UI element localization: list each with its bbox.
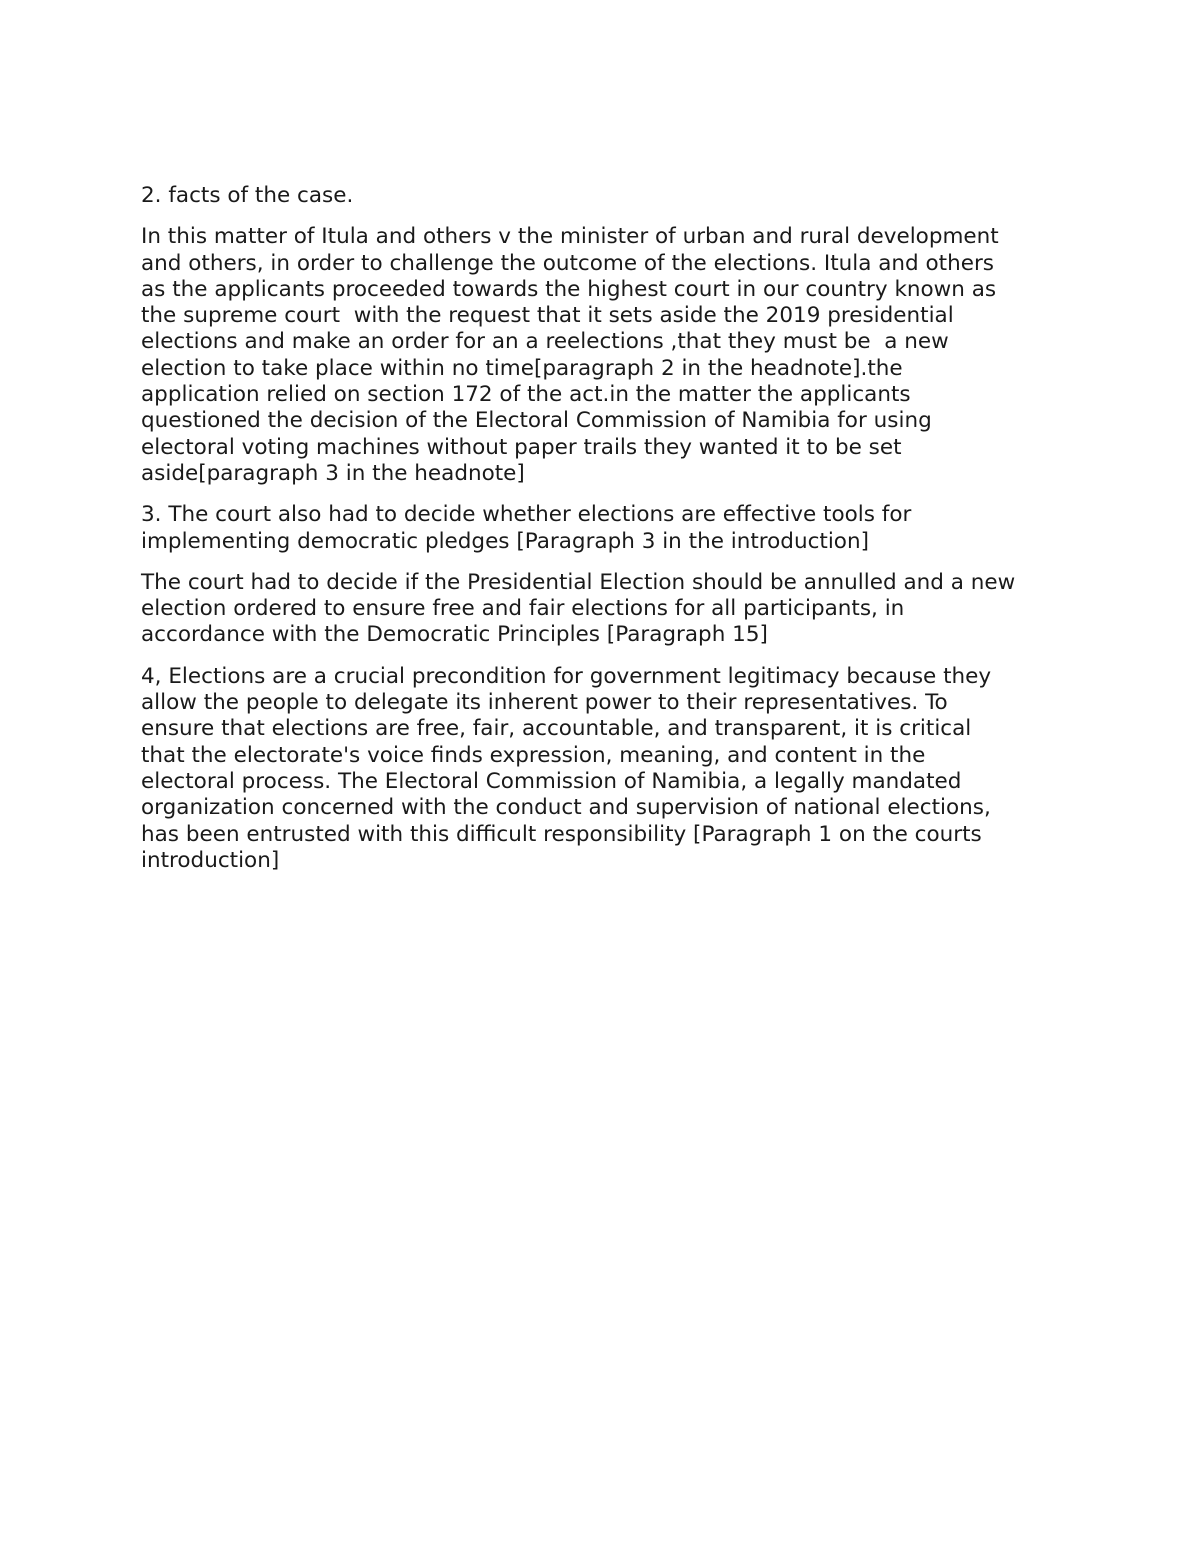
paragraph-line: 3. The court also had to decide whether elections are effective tools for: [141, 502, 912, 528]
paragraph-line: accordance with the Democratic Principles [Paragraph 15]: [141, 622, 768, 648]
section-heading: [141, 183, 1071, 209]
paragraph-court-decision: [141, 570, 1071, 649]
paragraph-line: election ordered to ensure free and fair elections for all participants, in: [141, 596, 905, 622]
paragraph-line: election to take place within no time[paragraph 2 in the headnote].the: [141, 355, 903, 381]
paragraph-line: application relied on section 172 of the act.in the matter the applicants: [141, 382, 911, 408]
paragraph-line: organization concerned with the conduct and supervision of national elections,: [141, 795, 991, 821]
paragraph-line: electoral process. The Electoral Commission of Namibia, a legally mandated: [141, 768, 962, 794]
paragraph-line: The court had to decide if the Presidential Election should be annulled and a new: [141, 569, 1016, 595]
paragraph-line: and others, in order to challenge the outcome of the elections. Itula and others: [141, 250, 995, 276]
paragraph-line: the supreme court with the request that it sets aside the 2019 presidential: [141, 303, 954, 329]
paragraph-line: introduction]: [141, 847, 280, 873]
paragraph-line: allow the people to delegate its inherent power to their representatives. To: [141, 690, 948, 716]
document-body: [141, 183, 1071, 889]
paragraph-line: implementing democratic pledges [Paragraph 3 in the introduction]: [141, 528, 869, 554]
paragraph-line: questioned the decision of the Electoral Commission of Namibia for using: [141, 408, 932, 434]
paragraph-line: aside[paragraph 3 in the headnote]: [141, 460, 525, 486]
paragraph-issue-3: [141, 502, 1071, 555]
paragraph-line: In this matter of Itula and others v the minister of urban and rural development: [141, 224, 999, 250]
paragraph-line: as the applicants proceeded towards the highest court in our country known as: [141, 276, 997, 302]
paragraph-line: has been entrusted with this difficult responsibility [Paragraph 1 on the courts: [141, 821, 982, 847]
paragraph-line: elections and make an order for an a reelections ,that they must be a new: [141, 329, 949, 355]
paragraph-line: ensure that elections are free, fair, accountable, and transparent, it is critical: [141, 716, 972, 742]
paragraph-line: 4, Elections are a crucial precondition for government legitimacy because they: [141, 663, 992, 689]
paragraph-line: that the electorate's voice finds expression, meaning, and content in the: [141, 742, 926, 768]
paragraph-line: electoral voting machines without paper trails they wanted it to be set: [141, 434, 902, 460]
heading-line: 2. facts of the case.: [141, 183, 354, 208]
paragraph-facts: [141, 224, 1071, 487]
paragraph-elections-4: [141, 664, 1071, 874]
